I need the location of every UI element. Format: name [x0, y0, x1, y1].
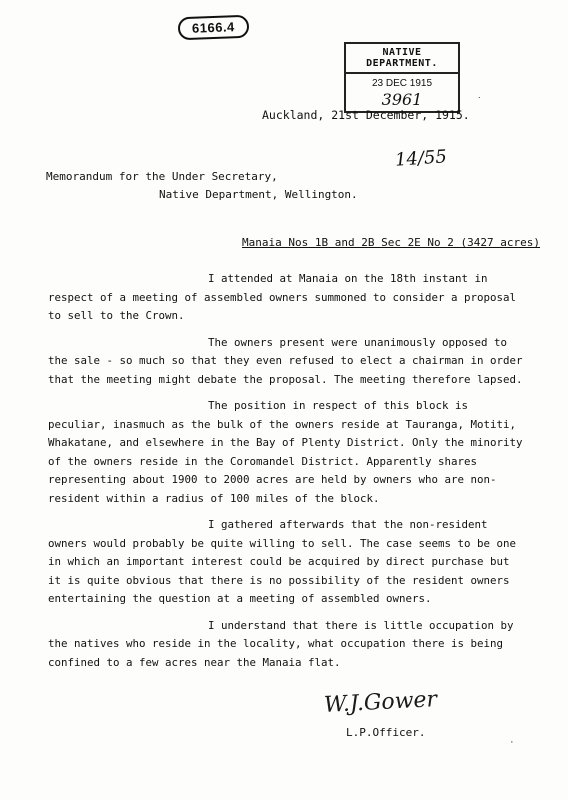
paragraph-1: I attended at Manaia on the 18th instant in respect of a meeting of assembled owners summoned to consider a proposal to sell to the Crown.: [48, 272, 517, 322]
paragraph-2: The owners present were unanimously opposed to the sale - so much so that they even refused to elect a chairman in order that the meeting might debate the proposal. The meeting therefore lapsed.: [48, 335, 523, 386]
margin-mark: ˙: [478, 96, 482, 108]
paragraph-5: I understand that there is little occupation by the natives who reside in the locality, what occupation there is being confined to a few acres near the Manaia flat.: [48, 618, 514, 669]
stamp-header: NATIVE DEPARTMENT.: [344, 42, 460, 74]
stamp-number: 3961: [381, 90, 423, 109]
address-block: [46, 168, 358, 204]
subject-line: Manaia Nos 1B and 2B Sec 2E No 2 (3427 acres): [242, 236, 541, 249]
reference-number: 6166.4: [178, 15, 250, 40]
memo-body: [48, 270, 528, 680]
address-line-2: Native Department, Wellington.: [159, 188, 358, 201]
paragraph-3: The position in respect of this block is peculiar, inasmuch as the bulk of the owners reside at Tauranga, Motiti, Whakatane, and elsewhere in the Bay of Plenty District. Only the minority of the owners reside in the Coromandel District. Apparently shares representing about 1900 to 2000 acres are held by owners who are non-resident within a radius of 100 miles of the block.: [48, 399, 523, 505]
signature-title: L.P.Officer.: [346, 726, 426, 739]
signature: W.J.Gower: [323, 687, 438, 718]
margin-mark: ·: [510, 736, 514, 748]
dateline: Auckland, 21st December, 1915.: [262, 108, 470, 122]
received-stamp: [344, 44, 460, 113]
stamp-date: 23 DEC 1915: [371, 78, 433, 89]
address-line-1: Memorandum for the Under Secretary,: [46, 170, 278, 183]
paragraph-4: I gathered afterwards that the non-resident owners would probably be quite willing to sell. The case seems to be one in which an important interest could be acquired by direct purchase but it is quite obvious that there is no possibility of the resident owners entertaining the question at a meeting of assembled owners.: [48, 518, 517, 605]
folio-number: 14/55: [394, 146, 448, 171]
